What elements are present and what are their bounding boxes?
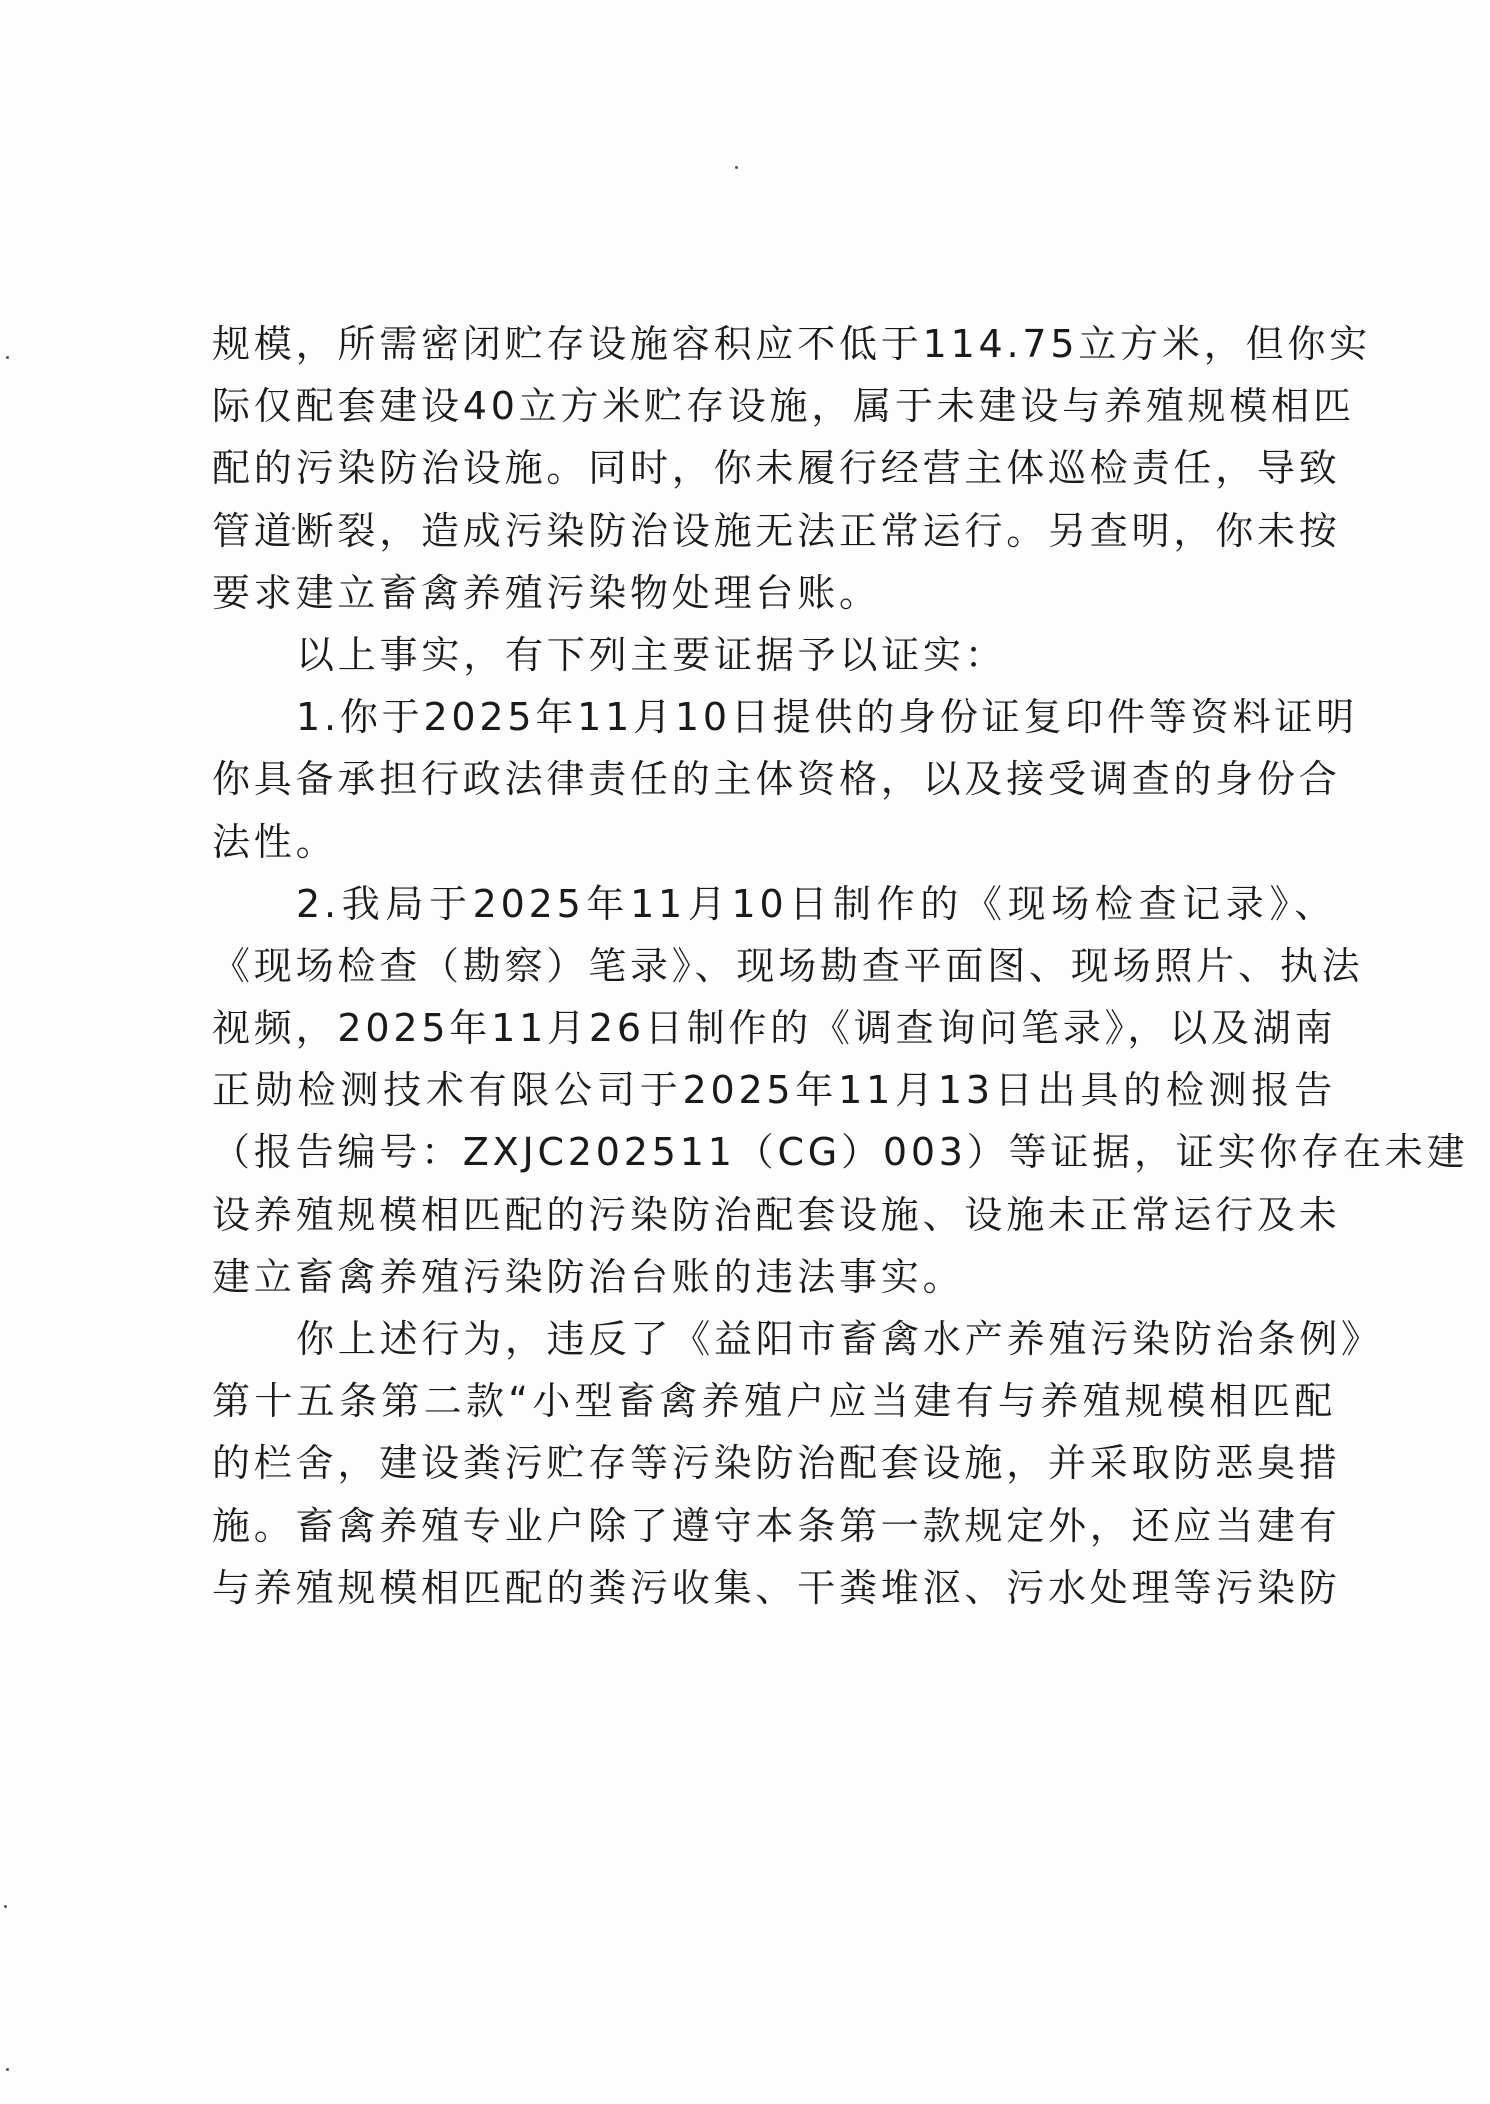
text-line: 施。畜禽养殖专业户除了遵守本条第一款规定外，还应当建有: [212, 1503, 1341, 1548]
text-line: 管道断裂，造成污染防治设施无法正常运行。另查明，你未按: [212, 508, 1341, 553]
text-line: 1.你于2025年11月10日提供的身份证复印件等资料证明: [296, 695, 1358, 740]
scan-speck: [735, 166, 738, 169]
text-line: 你上述行为，违反了《益阳市畜禽水产养殖污染防治条例》: [296, 1317, 1383, 1361]
text-line: 你具备承担行政法律责任的主体资格，以及接受调查的身份合: [212, 757, 1341, 802]
scan-speck: [6, 2068, 9, 2071]
text-line: 视频，2025年11月26日制作的《调查询问笔录》，以及湖南: [212, 1006, 1337, 1051]
text-line: 第十五条第二款“小型畜禽养殖户应当建有与养殖规模相匹配: [212, 1379, 1336, 1424]
text-line: 正勋检测技术有限公司于2025年11月13日出具的检测报告: [212, 1068, 1336, 1113]
text-line: 规模，所需密闭贮存设施容积应不低于114.75立方米，但你实: [212, 322, 1371, 366]
scan-speck: [4, 1905, 7, 1908]
text-line: 《现场检查（勘察）笔录》、现场勘查平面图、现场照片、执法: [212, 943, 1364, 988]
text-line: 的栏舍，建设粪污贮存等污染防治配套设施，并采取防恶臭措: [212, 1441, 1341, 1486]
text-line: 际仅配套建设40立方米贮存设施，属于未建设与养殖规模相匹: [212, 384, 1355, 429]
text-line: 建立畜禽养殖污染防治台账的违法事实。: [212, 1254, 965, 1299]
text-line: 设养殖规模相匹配的污染防治配套设施、设施未正常运行及未: [212, 1192, 1341, 1237]
text-line: 要求建立畜禽养殖污染物处理台账。: [212, 570, 881, 615]
text-line: 2.我局于2025年11月10日制作的《现场检查记录》、: [296, 881, 1336, 926]
text-line: 以上事实，有下列主要证据予以证实：: [296, 632, 1007, 677]
text-line: 配的污染防治设施。同时，你未履行经营主体巡检责任，导致: [212, 446, 1341, 491]
text-line: （报告编号：ZXJC202511（CG）003）等证据，证实你存在未建: [212, 1130, 1469, 1175]
document-body: [212, 313, 1469, 1619]
text-line: 与养殖规模相匹配的粪污收集、干粪堆沤、污水处理等污染防: [212, 1565, 1341, 1610]
text-line: 法性。: [212, 819, 338, 864]
scan-speck: [6, 356, 9, 359]
